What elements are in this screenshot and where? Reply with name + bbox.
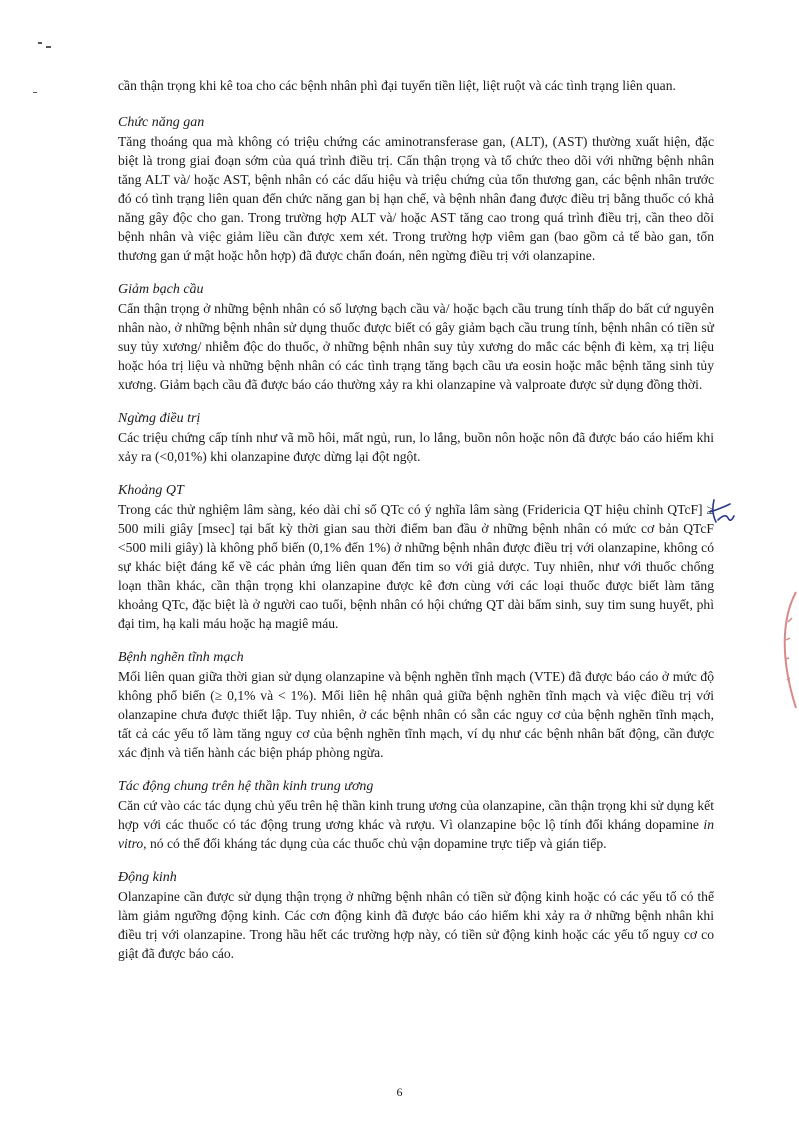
section-venous-thromboembolism [118, 648, 714, 762]
section-heading: Giảm bạch cầu [118, 282, 204, 297]
section-heading: Khoảng QT [118, 483, 184, 498]
section-text: Trong các thử nghiệm lâm sàng, kéo dài chỉ số QTc có ý nghĩa lâm sàng (Fridericia QT hiệu chỉnh QTcF] ≥ 500 mili giây [msec] tại bất kỳ thời gian sau thời điểm ban đầu ở những bệnh nhân có mức cơ bản QTcF <500 mili giây) là không phổ biến (0,1% đến 1%) ở những bệnh nhân được điều trị với olanzapine, không có sự khác biệt đáng kể về các phản ứng liên quan đến tim so với giả dược. Tuy nhiên, như với thuốc chống loạn thần khác, cần thận trọng khi olanzapine được kê đơn cùng với các loại thuốc được biết làm tăng khoảng QTc, đặc biệt là ở người cao tuổi, bệnh nhân có hội chứng QT dài bẩm sinh, suy tim sung huyết, phì đại tim, hạ kali máu hoặc hạ magiê máu. [118, 502, 714, 631]
document-page [118, 76, 714, 978]
section-qt-interval [118, 481, 714, 633]
section-heading: Chức năng gan [118, 115, 205, 130]
section-text: Olanzapine cần được sử dụng thận trọng ở những bệnh nhân có tiền sử động kinh hoặc có các yếu tố có thể làm giảm ngưỡng động kinh. Các cơn động kinh đã được báo cáo hiếm khi xảy ra ở những bệnh nhân khi điều trị với olanzapine. Trong hầu hết các trường hợp này, có tiền sử động kinh hoặc các yếu tố nguy cơ co giật đã được báo cáo. [118, 889, 714, 961]
section-liver-function [118, 113, 714, 265]
intro-paragraph: cần thận trọng khi kê toa cho các bệnh nhân phì đại tuyến tiền liệt, liệt ruột và các tình trạng liên quan. [118, 78, 676, 93]
text-part: , nó có thể đối kháng tác dụng của các thuốc chủ vận dopamine trực tiếp và gián tiếp. [143, 836, 607, 851]
section-seizures [118, 868, 714, 963]
section-leukopenia [118, 280, 714, 394]
section-text [118, 796, 714, 853]
section-heading: Động kinh [118, 870, 177, 885]
scan-mark [46, 46, 51, 48]
section-text: Tăng thoáng qua mà không có triệu chứng các aminotransferase gan, (ALT), (AST) thường xuất hiện, đặc biệt là trong giai đoạn sớm của quá trình điều trị. Cẩn thận trọng và tổ chức theo dõi với những bệnh nhân tăng ALT và/ hoặc AST, bệnh nhân có các dấu hiệu và triệu chứng của tổn thương gan, các bệnh nhân trước đó có tình trạng liên quan đến chức năng gan bị hạn chế, và bệnh nhân đang được điều trị bằng thuốc có khả năng gây độc cho gan. Trong trường hợp ALT và/ hoặc AST tăng cao trong quá trình điều trị, cần theo dõi bệnh nhân và việc giảm liều cần được xem xét. Trong trường hợp viêm gan (bao gồm cả tế bào gan, tổn thương gan ứ mật hoặc hỗn hợp) đã được chẩn đoán, nên ngừng điều trị với olanzapine. [118, 134, 714, 263]
section-text: Cẩn thận trọng ở những bệnh nhân có số lượng bạch cầu và/ hoặc bạch cầu trung tính thấp do bất cứ nguyên nhân nào, ở những bệnh nhân sử dụng thuốc được biết có gây giảm bạch cầu trung tính, bệnh nhân có tiền sử suy tủy xương/ nhiễm độc do thuốc, ở những bệnh nhân suy tủy xương do mắc các bệnh đi kèm, xạ trị liệu hoặc hóa trị liệu và những bệnh nhân có các tình trạng tăng bạch cầu ưa eosin hoặc mắc bệnh tăng sinh tủy xương. Giảm bạch cầu đã được báo cáo thường xảy ra khi olanzapine và valproate được sử dụng đồng thời. [118, 301, 714, 392]
section-heading: Tác động chung trên hệ thần kinh trung ương [118, 779, 374, 794]
handwritten-initials [704, 494, 738, 530]
page-number: 6 [396, 1085, 403, 1099]
section-text: Mối liên quan giữa thời gian sử dụng olanzapine và bệnh nghẽn tĩnh mạch (VTE) đã được báo cáo ở mức độ không phổ biến (≥ 0,1% và < 1%). Mối liên hệ nhân quả giữa bệnh nghẽn tĩnh mạch và việc điều trị với olanzapine chưa được thiết lập. Tuy nhiên, ở các bệnh nhân có sẵn các nguy cơ của bệnh nghẽn tĩnh mạch, tất cả các yếu tố làm tăng nguy cơ của bệnh nghẽn tĩnh mạch, ví dụ như các bệnh nhân bất động, cần được xác định và tiến hành các biện pháp phòng ngừa. [118, 669, 714, 760]
section-cns-effects [118, 777, 714, 853]
italic-term: in vitro [118, 817, 714, 851]
scan-mark [33, 92, 37, 93]
section-heading: Ngừng điều trị [118, 411, 201, 426]
section-discontinuation [118, 409, 714, 466]
scan-mark [38, 42, 42, 44]
stamp-edge [776, 588, 798, 712]
text-part: Căn cứ vào các tác dụng chủ yếu trên hệ thần kinh trung ương của olanzapine, cần thận trọng khi sử dụng kết hợp với các thuốc có tác động trung ương khác và rượu. Vì olanzapine bộc lộ tính đối kháng dopamine [118, 798, 714, 832]
section-heading: Bệnh nghẽn tĩnh mạch [118, 650, 244, 665]
section-text: Các triệu chứng cấp tính như vã mồ hôi, mất ngủ, run, lo lắng, buồn nôn hoặc nôn đã được báo cáo hiếm khi xảy ra (<0,01%) khi olanzapine được dừng lại đột ngột. [118, 430, 714, 464]
